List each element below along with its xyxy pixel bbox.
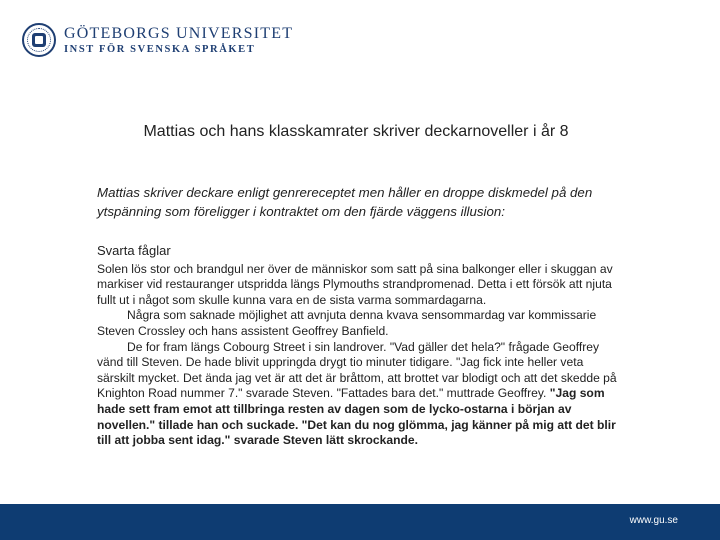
institute-name: INST FÖR SVENSKA SPRÅKET [64, 43, 256, 55]
story-paragraph-3 [97, 340, 617, 449]
footer-bar [0, 504, 720, 540]
story-paragraph-3-bold: "Jag som hade sett fram emot att tillbringa resten av dagen som de lycko-ostarna i början av novellen." tillade han och suckade. "Det kan du nog glömma, jag känner på mig att det blir till att jobba sent idag." svarade Steven lätt skrockande. [97, 386, 616, 448]
university-wordmark [64, 25, 293, 56]
story-heading: Svarta fåglar [97, 243, 171, 258]
story-excerpt [97, 243, 617, 449]
footer-url-link[interactable]: www.gu.se [629, 515, 678, 526]
slide-title: Mattias och hans klasskamrater skriver deckarnoveller i år 8 [143, 123, 569, 140]
intro-name: Mattias [97, 185, 140, 200]
story-paragraph-1: Solen lös stor och brandgul ner över de människor som satt på sina balkonger eller i skuggan av markiser vid restauranger utspridda längs Plymouths strandpromenad. Detta i ett försök att njuta fullt ut i något som skulle kunna vara en de sista varma sommardagarna. [97, 261, 613, 307]
intro-text [97, 183, 627, 221]
intro-body: skriver deckare enligt genrereceptet men håller en droppe diskmedel på den ytspänning som föreligger i kontraktet om den fjärde väggens illusion: [97, 185, 593, 219]
university-name: GÖTEBORGS UNIVERSITET [64, 24, 294, 42]
story-paragraph-3-text: De for fram längs Cobourg Street i sin landrover. "Vad gäller det hela?" frågade Geoffrey vänd till Steven. De hade blivit uppringda drygt tio minuter tidigare. "Jag fick inte heller veta särskilt mycket. Det ända jag vet är att det är bråttom, att brottet var blodigt och att det skedde på Knighton Road nummer 7." svarade Steven. "Fattades bara det." muttrade Geoffrey. [97, 339, 617, 401]
university-seal-icon [22, 23, 56, 57]
university-header [22, 20, 293, 60]
story-paragraph-2: Några som saknade möjlighet att avnjuta denna kvava sensommardag var kommissarie Steven Crossley och hans assistent Geoffrey Banfield. [97, 308, 597, 338]
